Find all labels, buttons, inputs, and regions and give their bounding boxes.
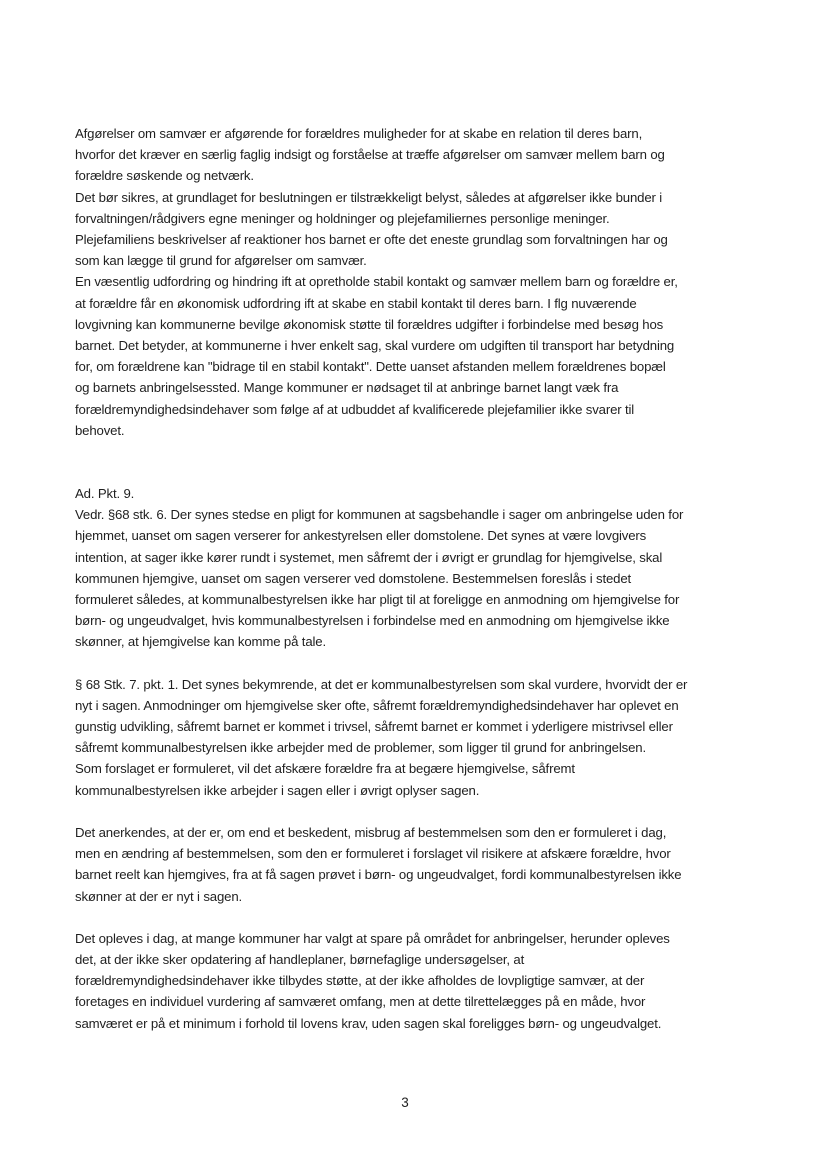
text-line: Som forslaget er formuleret, vil det afskære forældre fra at begære hjemgivelse, såfremt <box>75 761 575 777</box>
text-line: at forældre får en økonomisk udfordring ift at skabe en stabil kontakt til deres barn. I flg nuværende <box>75 295 637 311</box>
paragraph-samvaer <box>75 123 755 441</box>
text-line: foretages en individuel vurdering af samværet omfang, men at dette tilrettelægges på en måde, hvor <box>75 994 646 1010</box>
text-line: nyt i sagen. Anmodninger om hjemgivelse sker ofte, såfremt forældremyndighedsindehaver har oplevet en <box>75 697 679 713</box>
text-line: skønner, at hjemgivelse kan komme på tale. <box>75 634 326 650</box>
paragraph-68-stk-7 <box>75 674 755 801</box>
text-line: lovgivning kan kommunerne bevilge økonomisk støtte til forældres udgifter i forbindelse med besøg hos <box>75 316 664 332</box>
text-line: behovet. <box>75 422 125 438</box>
text-line: hvorfor det kræver en særlig faglig indsigt og forståelse at træffe afgørelser om samvær mellem barn og <box>75 147 665 163</box>
text-line: for, om forældrene kan "bidrage til en stabil kontakt". Dette uanset afstanden mellem forældrenes bopæl <box>75 359 666 375</box>
text-line: hjemmet, uanset om sagen verserer for ankestyrelsen eller domstolene. Det synes at være lovgivers <box>75 528 647 544</box>
paragraph-gap <box>75 653 755 674</box>
paragraph-ad-pkt-9 <box>75 483 755 653</box>
text-line: skønner at der er nyt i sagen. <box>75 888 243 904</box>
text-line: børn- og ungeudvalget, hvis kommunalbestyrelsen i forbindelse med en anmodning om hjemgivelse ikke <box>75 613 670 629</box>
text-line: § 68 Stk. 7. pkt. 1. Det synes bekymrende, at det er kommunalbestyrelsen som skal vurdere, hvorvidt der er <box>75 676 688 692</box>
text-line: Det anerkendes, at der er, om end et beskedent, misbrug af bestemmelsen som den er formuleret i dag, <box>75 824 667 840</box>
text-line: forældremyndighedsindehaver som følge af at udbuddet af kvalificerede plejefamilier ikke svarer til <box>75 401 635 417</box>
text-line: Ad. Pkt. 9. <box>75 486 135 502</box>
paragraph-gap <box>75 441 755 483</box>
text-line: barnet. Det betyder, at kommunerne i hver enkelt sag, skal vurdere om udgiften til transport har betydning <box>75 338 675 354</box>
text-line: barnet reelt kan hjemgives, fra at få sagen prøvet i børn- og ungeudvalget, fordi kommunalbestyrelsen ikke <box>75 867 682 883</box>
paragraph-opleves <box>75 928 755 1034</box>
text-line: Det opleves i dag, at mange kommuner har valgt at spare på området for anbringelser, herunder opleves <box>75 930 670 946</box>
text-line: kommunalbestyrelsen ikke arbejder i sagen eller i øvrigt oplyser sagen. <box>75 782 480 798</box>
text-line: formuleret således, at kommunalbestyrelsen ikke har pligt til at foreligge en anmodning om hjemgivelse for <box>75 592 680 608</box>
paragraph-gap <box>75 907 755 928</box>
text-line: Afgørelser om samvær er afgørende for forældres muligheder for at skabe en relation til deres barn, <box>75 126 643 141</box>
text-line: Plejefamiliens beskrivelser af reaktioner hos barnet er ofte det eneste grundlag som forvaltningen har og <box>75 232 668 248</box>
text-line: men en ændring af bestemmelsen, som den er formuleret i forslaget vil risikere at afskære forældre, hvor <box>75 846 671 862</box>
text-line: som kan lægge til grund for afgørelser om samvær. <box>75 253 367 269</box>
text-line: forældre søskende og netværk. <box>75 168 254 184</box>
text-line: Det bør sikres, at grundlaget for beslutningen er tilstrækkeligt belyst, således at afgørelser ikke bunder i <box>75 189 663 205</box>
paragraph-anerkendes <box>75 822 755 907</box>
paragraph-gap <box>75 801 755 822</box>
text-line: gunstig udvikling, såfremt barnet er kommet i trivsel, såfremt barnet er kommet i yderligere mistrivsel eller <box>75 719 673 735</box>
text-line: forældremyndighedsindehaver ikke tilbydes støtte, at der ikke afholdes de lovpligtige samvær, at der <box>75 973 645 989</box>
text-line: kommunen hjemgive, uanset om sagen verserer ved domstolene. Bestemmelsen foreslås i stedet <box>75 570 632 586</box>
text-line: det, at der ikke sker opdatering af handleplaner, børnefaglige undersøgelser, at <box>75 951 525 967</box>
page-number: 3 <box>401 1095 409 1110</box>
text-line: intention, at sager ikke kører rundt i systemet, men såfremt der i øvrigt er grundlag for hjemgivelse, skal <box>75 549 663 565</box>
text-line: samværet er på et minimum i forhold til lovens krav, uden sagen skal foreligges børn- og ungeudvalget. <box>75 1015 662 1031</box>
text-line: såfremt kommunalbestyrelsen ikke arbejder med de problemer, som ligger til grund for anbringelsen. <box>75 740 646 756</box>
text-line: og barnets anbringelsessted. Mange kommuner er nødsaget til at anbringe barnet langt væk fra <box>75 380 619 396</box>
text-line: En væsentlig udfordring og hindring ift at opretholde stabil kontakt og samvær mellem barn og forældre er, <box>75 274 678 290</box>
text-line: forvaltningen/rådgivers egne meninger og holdninger og plejefamiliernes personlige meninger. <box>75 210 610 226</box>
body-text <box>75 123 755 1034</box>
text-line: Vedr. §68 stk. 6. Der synes stedse en pligt for kommunen at sagsbehandle i sager om anbringelse uden for <box>75 507 684 523</box>
